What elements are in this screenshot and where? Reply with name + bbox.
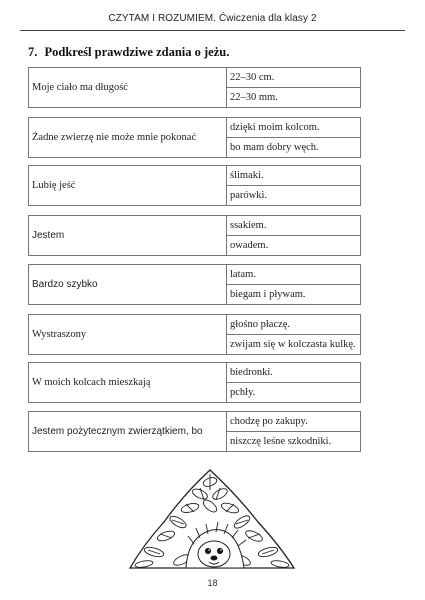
answer-option[interactable]: głośno płaczę. [227, 315, 361, 335]
answer-option[interactable]: chodzę po zakupy. [227, 412, 361, 432]
question-table-8 [28, 411, 361, 452]
question-subject: Moje ciało ma długość [29, 68, 227, 108]
answer-option[interactable]: owadem. [227, 236, 361, 256]
hedgehog-eye-right [217, 548, 222, 553]
answer-option[interactable]: ssakiem. [227, 216, 361, 236]
question-subject: Żadne zwierzę nie może mnie pokonać [29, 118, 227, 158]
question-subject: Jestem [29, 216, 227, 256]
answer-option[interactable]: zwijam się w kolczasta kulkę. [227, 335, 361, 355]
header-rule [20, 30, 405, 31]
answer-option[interactable]: biegam i pływam. [227, 285, 361, 305]
question-subject: W moich kolcach mieszkają [29, 363, 227, 403]
answer-option[interactable]: biedronki. [227, 363, 361, 383]
task-instruction: Podkreśl prawdziwe zdania o jeżu. [44, 45, 230, 59]
hedgehog-eye-left [205, 548, 210, 553]
answer-option[interactable]: bo mam dobry węch. [227, 138, 361, 158]
question-subject: Wystraszony [29, 315, 227, 355]
question-table-2 [28, 117, 361, 158]
question-subject: Lubię jeść [29, 166, 227, 206]
page-number: 18 [207, 578, 218, 588]
answer-option[interactable]: latam. [227, 265, 361, 285]
page-header: CZYTAM I ROZUMIEM. Ćwiczenia dla klasy 2 [108, 13, 317, 24]
question-table-3 [28, 165, 361, 206]
hedgehog-illustration [124, 464, 300, 572]
task-number: 7. [28, 45, 38, 59]
hedgehog-face [198, 541, 230, 567]
answer-option[interactable]: 22–30 cm. [227, 68, 361, 88]
question-table-6 [28, 314, 361, 355]
answer-option[interactable]: parówki. [227, 186, 361, 206]
answer-option[interactable]: ślimaki. [227, 166, 361, 186]
question-subject: Bardzo szybko [29, 265, 227, 305]
task-title [28, 45, 229, 60]
question-table-7 [28, 362, 361, 403]
answer-option[interactable]: dzięki moim kolcom. [227, 118, 361, 138]
question-table-1 [28, 67, 361, 108]
answer-option[interactable]: 22–30 mm. [227, 88, 361, 108]
question-table-4 [28, 215, 361, 256]
answer-option[interactable]: niszczę leśne szkodniki. [227, 432, 361, 452]
question-subject: Jestem pożytecznym zwierzątkiem, bo [29, 412, 227, 452]
answer-option[interactable]: pchły. [227, 383, 361, 403]
question-table-5 [28, 264, 361, 305]
hedgehog-nose [211, 556, 217, 560]
